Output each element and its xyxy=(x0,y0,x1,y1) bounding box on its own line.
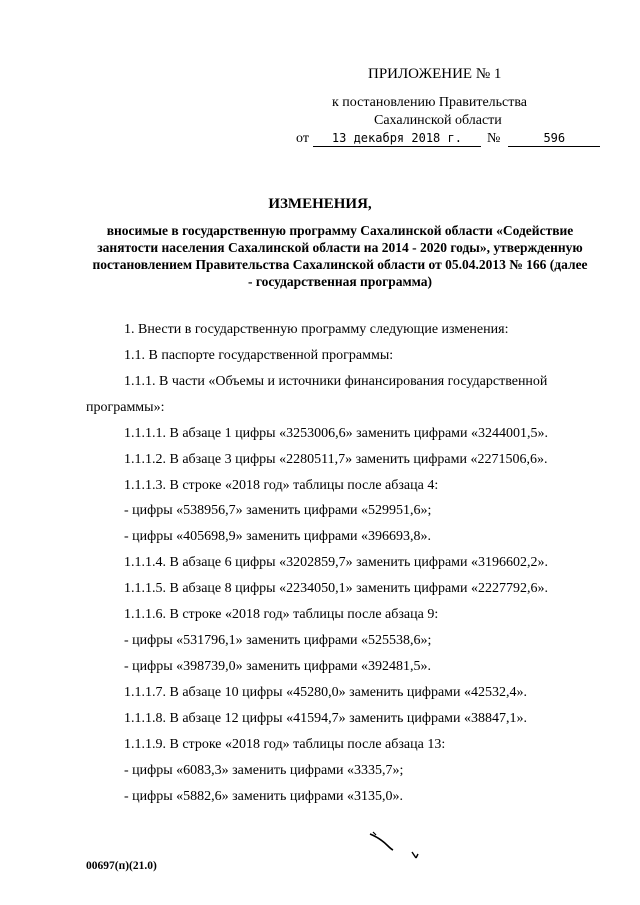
body-paragraph: программы»: xyxy=(86,400,165,415)
appendix-region-line: Сахалинской области xyxy=(374,113,502,128)
body-paragraph: 1.1.1.8. В абзаце 12 цифры «41594,7» заменить цифрами «38847,1». xyxy=(124,711,528,726)
date-prefix: от xyxy=(296,131,309,146)
body-paragraph: - цифры «6083,3» заменить цифрами «3335,7»; xyxy=(124,763,404,778)
body-paragraph: 1.1.1.6. В строке «2018 год» таблицы после абзаца 9: xyxy=(124,607,439,622)
body-paragraph: 1.1.1.2. В абзаце 3 цифры «2280511,7» заменить цифрами «2271506,6». xyxy=(124,452,548,467)
document-subheading: вносимые в государственную программу Сахалинской области «Содействие занятости населения Сахалинской области на 2014 - 2020 годы», утвержденную постановлением Правительства Сахалинской области от 05.04.2013 № 166 (далее - государственная программа) xyxy=(92,223,588,289)
body-paragraph: - цифры «398739,0» заменить цифрами «392481,5». xyxy=(124,659,432,674)
body-paragraph: - цифры «531796,1» заменить цифрами «525538,6»; xyxy=(124,633,432,648)
body-paragraph: - цифры «405698,9» заменить цифрами «396693,8». xyxy=(124,529,432,544)
body-paragraph: 1. Внести в государственную программу следующие изменения: xyxy=(124,322,509,337)
body-paragraph: 1.1.1.9. В строке «2018 год» таблицы после абзаца 13: xyxy=(124,737,446,752)
body-paragraph: 1.1.1. В части «Объемы и источники финансирования государственной xyxy=(124,374,548,389)
body-paragraph: 1.1.1.1. В абзаце 1 цифры «3253006,6» заменить цифрами «3244001,5». xyxy=(124,426,549,441)
number-label: № xyxy=(486,131,501,146)
appendix-title: ПРИЛОЖЕНИЕ № 1 xyxy=(368,66,502,82)
body-paragraph: 1.1.1.7. В абзаце 10 цифры «45280,0» заменить цифрами «42532,4». xyxy=(124,685,528,700)
document-heading: ИЗМЕНЕНИЯ, xyxy=(268,196,372,212)
body-paragraph: 1.1.1.5. В абзаце 8 цифры «2234050,1» заменить цифрами «2227792,6». xyxy=(124,581,549,596)
number-value: 596 xyxy=(508,131,600,147)
handwritten-mark-icon xyxy=(366,826,426,866)
footer-document-code: 00697(п)(21.0) xyxy=(86,860,157,872)
body-paragraph: - цифры «538956,7» заменить цифрами «529951,6»; xyxy=(124,503,432,518)
date-value: 13 декабря 2018 г. xyxy=(313,131,481,147)
body-paragraph: 1.1.1.3. В строке «2018 год» таблицы после абзаца 4: xyxy=(124,478,439,493)
body-paragraph: 1.1. В паспорте государственной программы: xyxy=(124,348,394,363)
appendix-resolution-line: к постановлению Правительства xyxy=(332,95,528,110)
body-paragraph: 1.1.1.4. В абзаце 6 цифры «3202859,7» заменить цифрами «3196602,2». xyxy=(124,555,549,570)
appendix-date-row xyxy=(296,131,600,147)
body-paragraph: - цифры «5882,6» заменить цифрами «3135,0». xyxy=(124,789,404,804)
